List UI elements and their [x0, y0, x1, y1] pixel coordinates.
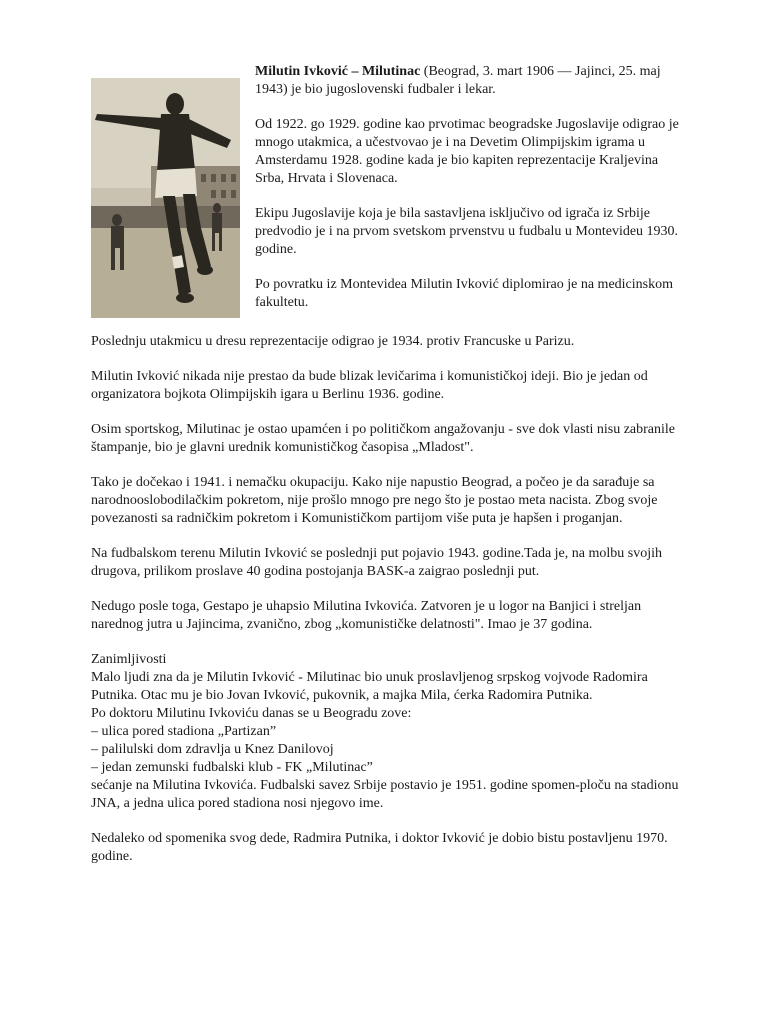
trivia-text: sećanje na Milutina Ivkovića. Fudbalski savez Srbije postavio je 1951. godine spomen-ploču na stadionu JNA, a jedna ulica pored stadiona nosi njegovo ime. — [91, 778, 679, 811]
paragraph: Osim sportskog, Milutinac je ostao upamćen i po političkom angažovanju - sve dok vlasti nisu zabranile štampanje, bio je glavni urednik komunističkog časopisa „Mladost". — [91, 422, 675, 455]
intro-column — [255, 63, 685, 312]
list-item: – palilulski dom zdravlja u Knez Danilovoj — [91, 742, 334, 757]
intro-text: (Beograd, 3. mart 1906 — Jajinci, 25. maj 1943) je bio jugoslovenski fudbaler i lekar. — [255, 64, 661, 97]
paragraph: Po povratku iz Montevidea Milutin Ivković diplomirao je na medicinskom fakultetu. — [255, 277, 673, 310]
paragraph: Od 1922. go 1929. godine kao prvotimac beogradske Jugoslavije odigrao je mnogo utakmica, a učestvovao je i na Devetim Olimpijskim igrama u Amsterdamu 1928. godine kada je bio kapiten reprezentacije Kraljevina Srba, Hrvata i Slovenaca. — [255, 117, 679, 186]
body-text — [91, 333, 691, 866]
footballer-photo — [91, 78, 240, 318]
trivia-section — [91, 651, 691, 813]
subject-name: Milutin Ivković – Milutinac — [255, 64, 421, 79]
paragraph: Na fudbalskom terenu Milutin Ivković se poslednji put pojavio 1943. godine.Tada je, na molbu svojih drugova, prilikom proslave 40 godina postojanja BASK-a zaigrao poslednji put. — [91, 546, 662, 579]
paragraph: Tako je dočekao i 1941. i nemačku okupaciju. Kako nije napustio Beograd, a počeo je da sarađuje sa narodnooslobodilačkim pokretom, nije prošlo mnogo pre nego što je postao meta nacista. Zbog svoje povezanosti sa radničkim pokretom i Komunističkom partijom više puta je hapšen i proganjan. — [91, 475, 658, 526]
paragraph: Poslednju utakmicu u dresu reprezentacije odigrao je 1934. protiv Francuske u Parizu. — [91, 334, 575, 349]
paragraph: Milutin Ivković nikada nije prestao da bude blizak levičarima i komunističkoj ideji. Bio je jedan od organizatora bojkota Olimpijskih igara u Berlinu 1936. godine. — [91, 369, 648, 402]
paragraph: Nedugo posle toga, Gestapo je uhapsio Milutina Ivkovića. Zatvoren je u logor na Banjici i streljan narednog jutra u Jajincima, zvanično, zbog „komunističke delatnosti". Imao je 37 godina. — [91, 599, 642, 632]
trivia-text: Po doktoru Milutinu Ivkoviću danas se u Beogradu zove: — [91, 706, 412, 721]
intro-paragraph — [255, 63, 685, 99]
list-item: – jedan zemunski fudbalski klub - FK „Milutinac” — [91, 760, 373, 775]
closing-paragraph: Nedaleko od spomenika svog dede, Radmira Putnika, i doktor Ivković je dobio bistu postavljenu 1970. godine. — [91, 831, 668, 864]
trivia-heading: Zanimljivosti — [91, 652, 167, 667]
trivia-text: Malo ljudi zna da je Milutin Ivković - Milutinac bio unuk proslavljenog srpskog vojvode Radomira Putnika. Otac mu je bio Jovan Ivković, pukovnik, a majka Mila, ćerka Radomira Putnika. — [91, 670, 648, 703]
list-item: – ulica pored stadiona „Partizan” — [91, 724, 277, 739]
paragraph: Ekipu Jugoslavije koja je bila sastavljena isključivo od igrača iz Srbije predvodio je i na prvom svetskom prvenstvu u fudbalu u Montevideu 1930. godine. — [255, 206, 679, 257]
